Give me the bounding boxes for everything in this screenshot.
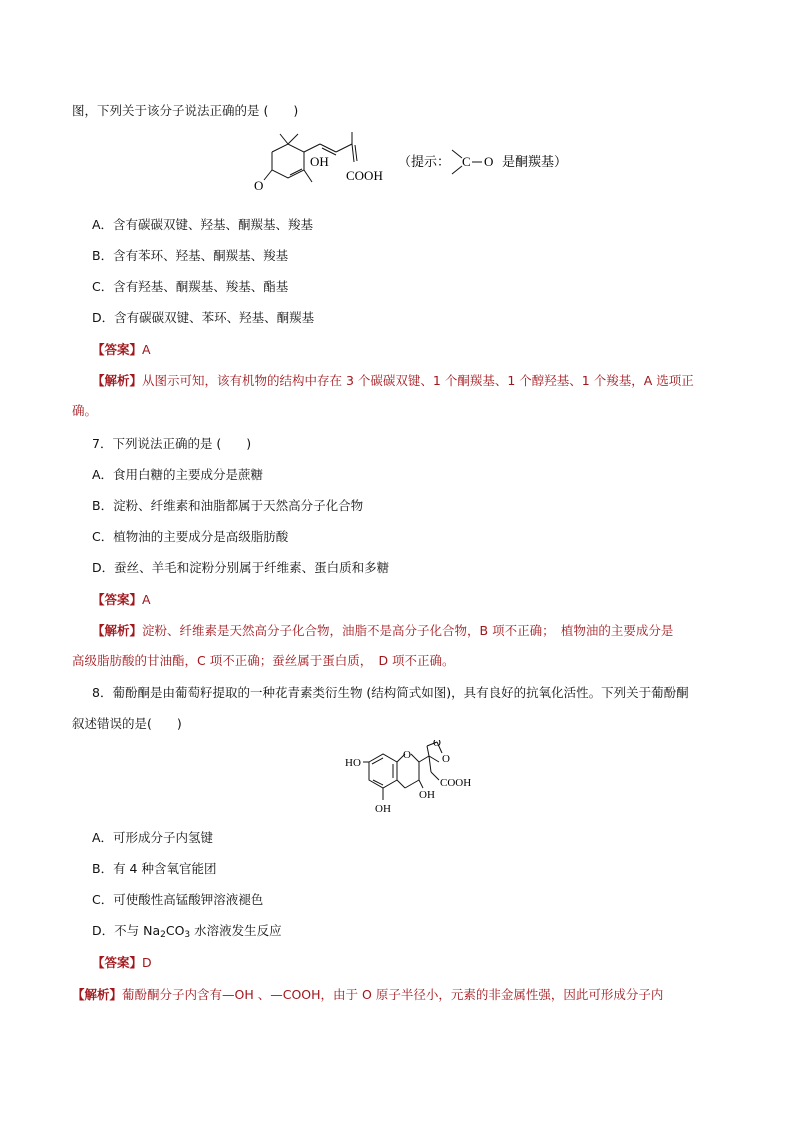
q8-answer-value: D (142, 955, 152, 970)
q7-stem: 7．下列说法正确的是 ( ) (92, 436, 252, 451)
q8-option-c: C．可使酸性高锰酸钾溶液褪色 (92, 892, 264, 907)
q8-answer-label: 【答案】 (92, 955, 143, 970)
q8-answer (92, 953, 152, 973)
q8-analysis-label: 【解析】 (72, 987, 123, 1002)
q7-option-a: A．食用白糖的主要成分是蔗糖 (92, 467, 264, 482)
q8-oh-mid-label: OH (419, 789, 435, 801)
q6-analysis-label: 【解析】 (92, 373, 143, 388)
q6-structure-figure (250, 130, 590, 200)
q6-option-b: B．含有苯环、羟基、酮羰基、羧基 (92, 248, 289, 263)
q8-structure-figure (345, 740, 485, 822)
q6-option-c: C．含有羟基、酮羰基、羧基、酯基 (92, 279, 289, 294)
q7-answer (92, 590, 151, 610)
q8-option-d-sub2: 3 (184, 930, 191, 940)
q8-option-d-prefix: D．不与 Na (92, 923, 161, 938)
q6-hint-suffix: 是酮羰基） (502, 154, 568, 169)
q8-ring-o-label: O (403, 749, 411, 761)
q8-option-a: A．可形成分子内氢键 (92, 830, 214, 845)
q6-hint-prefix: （提示： (398, 154, 451, 169)
q6-stem: 图，下列关于该分子说法正确的是 ( ) (72, 103, 299, 118)
q7-option-d: D．蚕丝、羊毛和淀粉分别属于纤维素、蛋白质和多糖 (92, 560, 390, 575)
q6-analysis-text-1: 从图示可知，该有机物的结构中存在 3 个碳碳双键、1 个酮羰基、1 个醇羟基、1 个羧基，A 选项正 (142, 373, 694, 388)
q8-analysis-text-1: 葡酚酮分子内含有—OH 、—COOH，由于 O 原子半径小，元素的非金属性强，因此可形成分子内 (122, 987, 664, 1002)
q7-answer-value: A (142, 592, 151, 607)
q7-analysis (92, 621, 673, 641)
q8-ho-left-label: HO (345, 757, 361, 769)
q6-analysis-text-2: 确。 (72, 403, 98, 418)
q7-analysis-text-1: 淀粉、纤维素是天然高分子化合物，油脂不是高分子化合物，B 项不正确； 植物油的主要成分是 (142, 623, 674, 638)
q6-hint-c: C (462, 154, 471, 169)
q8-stem-2: 叙述错误的是( ) (72, 716, 182, 731)
q7-analysis-text-2: 高级脂肪酸的甘油酯，C 项不正确；蚕丝属于蛋白质， D 项不正确。 (72, 653, 455, 668)
q6-analysis (92, 371, 694, 391)
q6-option-d: D．含有碳碳双键、苯环、羟基、酮羰基 (92, 310, 315, 325)
q7-option-c: C．植物油的主要成分是高级脂肪酸 (92, 529, 289, 544)
q6-answer-value: A (142, 342, 151, 357)
q6-answer (92, 340, 151, 360)
q8-oh-bottom-label: OH (375, 803, 391, 815)
q8-carbonyl-o-label: O (433, 740, 441, 749)
q8-option-d-suffix: 水溶液发生反应 (190, 923, 282, 938)
q6-cooh-label: COOH (346, 168, 383, 183)
q6-option-a: A．含有碳碳双键、羟基、酮羰基、羧基 (92, 217, 314, 232)
q7-answer-label: 【答案】 (92, 592, 143, 607)
q8-option-d (92, 921, 282, 945)
q8-analysis (72, 985, 663, 1005)
q8-lactone-o-label: O (442, 753, 450, 765)
q7-analysis-label: 【解析】 (92, 623, 143, 638)
q8-stem-1: 8．葡酚酮是由葡萄籽提取的一种花青素类衍生物 (结构简式如图)，具有良好的抗氧化活性。下列关于葡酚酮 (92, 685, 689, 700)
q7-option-b: B．淀粉、纤维素和油脂都属于天然高分子化合物 (92, 498, 364, 513)
q8-option-d-sub1: 2 (160, 930, 166, 940)
q8-cooh-label: COOH (440, 777, 472, 789)
q6-ketone-o-label: O (254, 178, 264, 193)
q8-option-d-mid: CO (165, 923, 185, 938)
q6-answer-label: 【答案】 (92, 342, 143, 357)
q6-oh-label: OH (310, 154, 329, 169)
q8-option-b: B．有 4 种含氧官能团 (92, 861, 217, 876)
q6-hint-o: O (484, 154, 494, 169)
